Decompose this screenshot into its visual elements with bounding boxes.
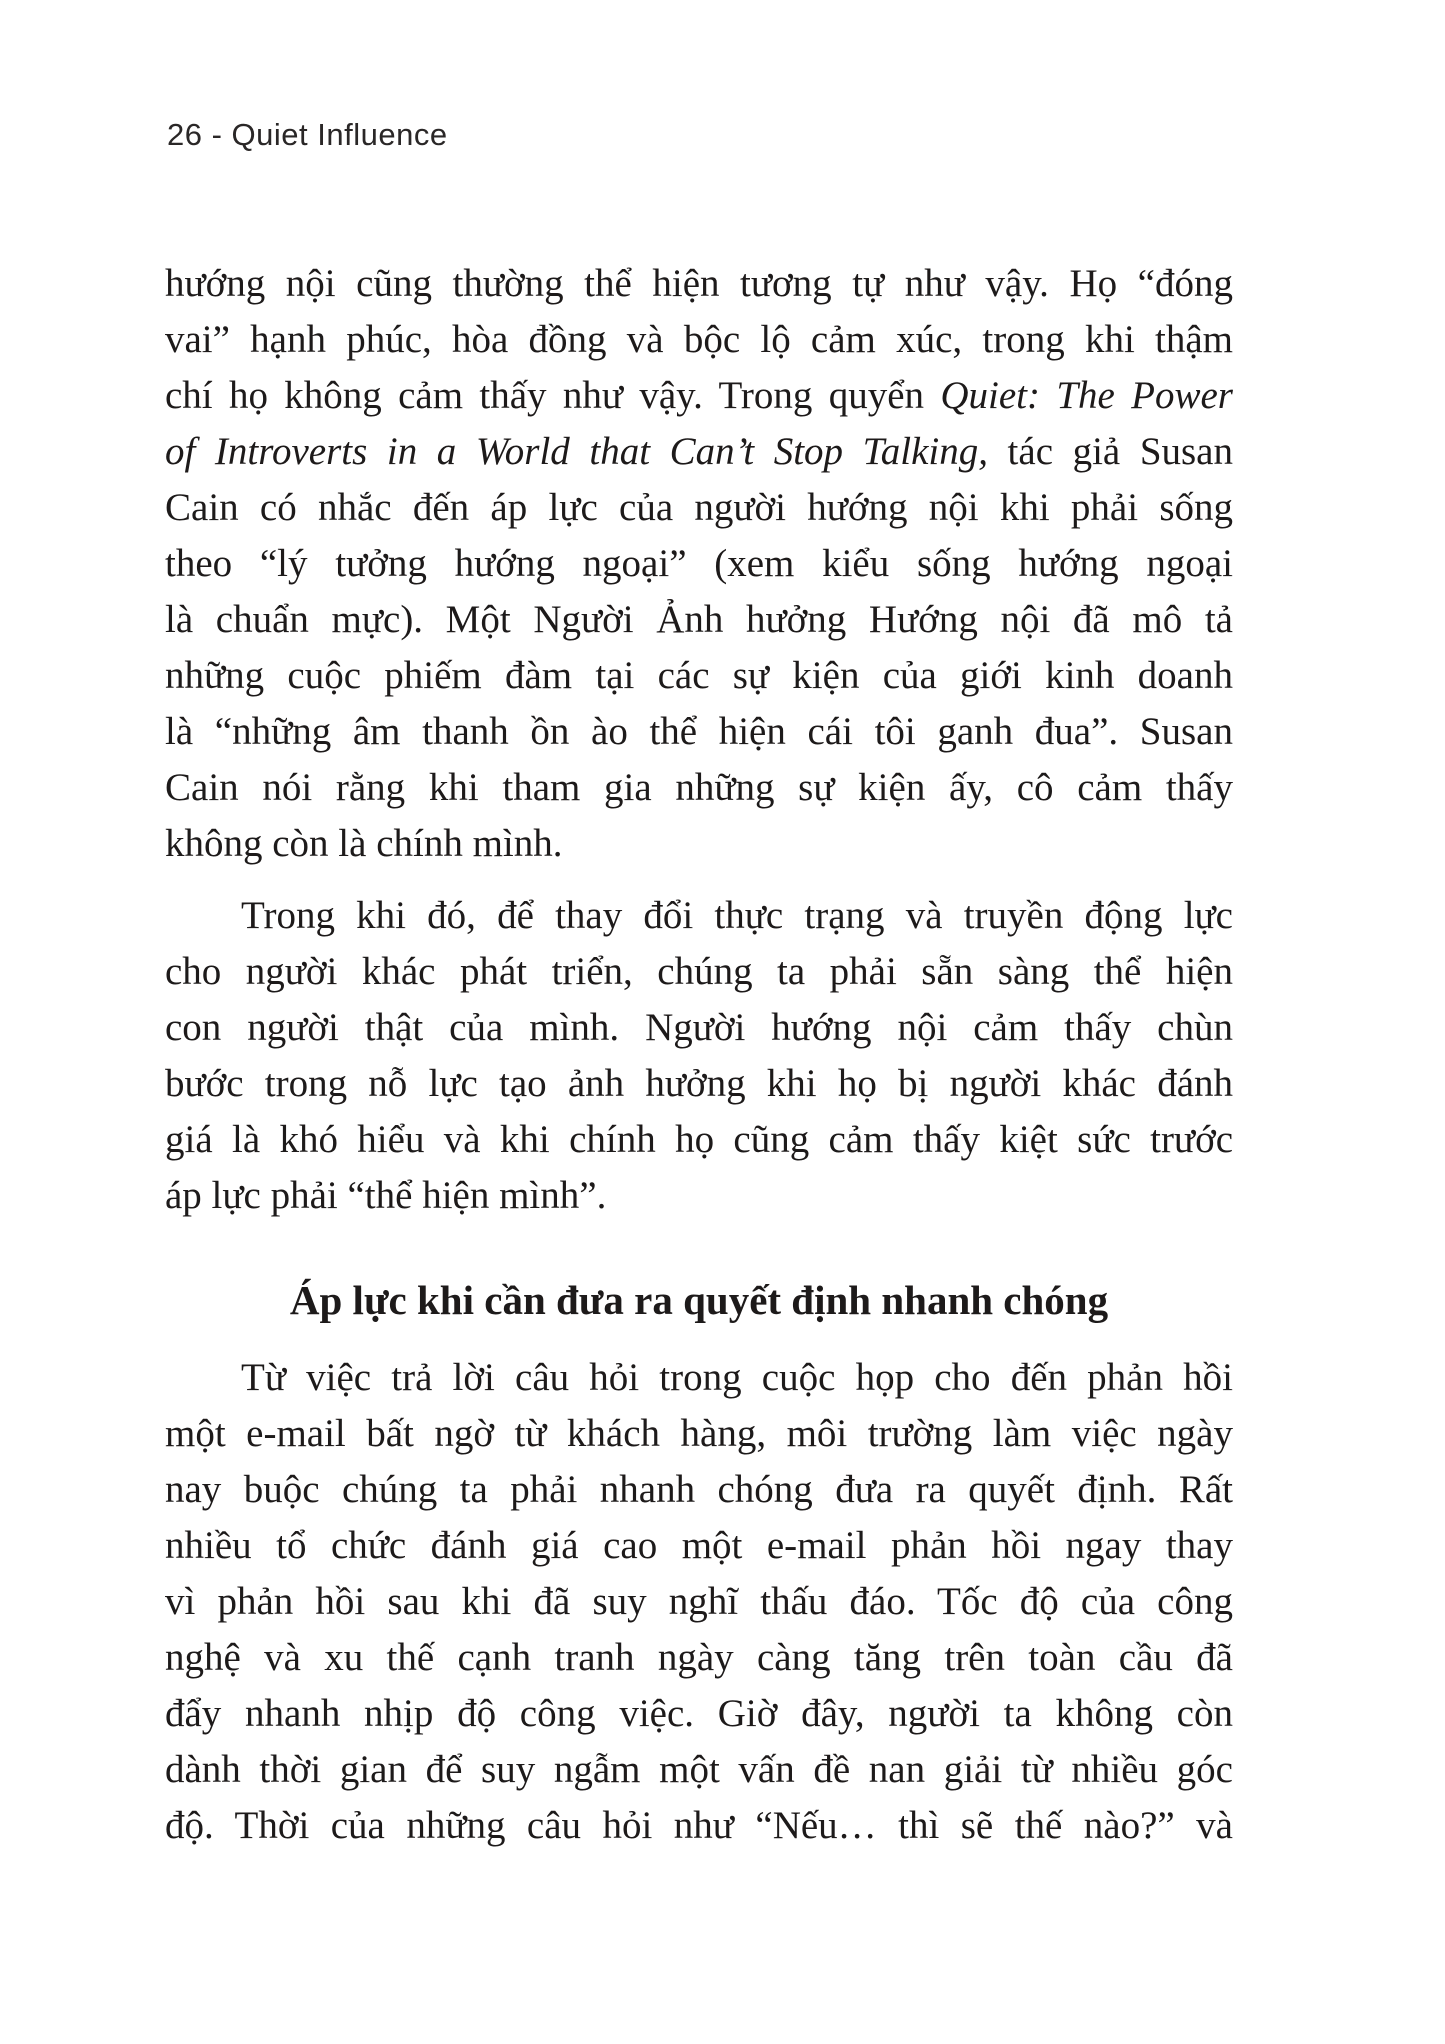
text-line [165, 1630, 1233, 1686]
text-segment: theo “lý tưởng hướng ngoại” (xem kiểu sống hướng ngoại [165, 542, 1233, 585]
text-segment: vì phản hồi sau khi đã suy nghĩ thấu đáo. Tốc độ của công [165, 1580, 1233, 1623]
text-line [165, 888, 1233, 944]
italic-text-segment: of Introverts in a World that Can’t Stop Talking, [165, 430, 988, 473]
text-line [165, 704, 1233, 760]
text-segment: Cain có nhắc đến áp lực của người hướng nội khi phải sống [165, 486, 1233, 529]
text-line [165, 944, 1233, 1000]
text-segment: giá là khó hiểu và khi chính họ cũng cảm thấy kiệt sức trước [165, 1118, 1233, 1161]
text-segment: dành thời gian để suy ngẫm một vấn đề nan giải từ nhiều góc [165, 1748, 1233, 1791]
text-line [165, 1350, 1233, 1406]
paragraph [165, 256, 1233, 872]
text-segment: tác giả Susan [987, 430, 1233, 473]
text-line [165, 760, 1233, 816]
text-segment: áp lực phải “thể hiện mình”. [165, 1174, 607, 1217]
text-segment: Từ việc trả lời câu hỏi trong cuộc họp cho đến phản hồi [241, 1356, 1233, 1399]
text-line [165, 424, 1233, 480]
paragraph [165, 1350, 1233, 1854]
text-line [165, 1168, 1233, 1224]
text-segment: bước trong nỗ lực tạo ảnh hưởng khi họ bị người khác đánh [165, 1062, 1233, 1105]
text-segment: chí họ không cảm thấy như vậy. Trong quyển [165, 374, 941, 417]
text-line [165, 592, 1233, 648]
text-line [165, 1112, 1233, 1168]
text-line [165, 312, 1233, 368]
text-line [165, 1056, 1233, 1112]
text-line [165, 1798, 1233, 1854]
text-line [165, 1574, 1233, 1630]
text-line [165, 1000, 1233, 1056]
text-segment: không còn là chính mình. [165, 822, 563, 865]
text-segment: độ. Thời của những câu hỏi như “Nếu… thì sẽ thế nào?” và [165, 1804, 1233, 1847]
text-line [165, 1518, 1233, 1574]
text-segment: nay buộc chúng ta phải nhanh chóng đưa ra quyết định. Rất [165, 1468, 1233, 1511]
text-segment: Trong khi đó, để thay đổi thực trạng và truyền động lực [241, 894, 1233, 937]
text-line [165, 1462, 1233, 1518]
italic-text-segment: Quiet: The Power [940, 374, 1233, 417]
text-segment: con người thật của mình. Người hướng nội cảm thấy chùn [165, 1006, 1233, 1049]
text-line [165, 1742, 1233, 1798]
text-line [165, 816, 1233, 872]
text-line [165, 536, 1233, 592]
text-segment: những cuộc phiếm đàm tại các sự kiện của giới kinh doanh [165, 654, 1233, 697]
text-segment: một e-mail bất ngờ từ khách hàng, môi trường làm việc ngày [165, 1412, 1233, 1455]
text-segment: đẩy nhanh nhịp độ công việc. Giờ đây, người ta không còn [165, 1692, 1233, 1735]
text-line [165, 1686, 1233, 1742]
paragraph [165, 888, 1233, 1224]
text-segment: Cain nói rằng khi tham gia những sự kiện ấy, cô cảm thấy [165, 766, 1233, 809]
text-segment: vai” hạnh phúc, hòa đồng và bộc lộ cảm xúc, trong khi thậm [165, 318, 1233, 361]
text-line [165, 256, 1233, 312]
text-segment: cho người khác phát triển, chúng ta phải sẵn sàng thể hiện [165, 950, 1233, 993]
running-header: 26 - Quiet Influence [167, 117, 448, 152]
text-segment: là “những âm thanh ồn ào thể hiện cái tôi ganh đua”. Susan [165, 710, 1233, 753]
text-line [165, 368, 1233, 424]
section-heading: Áp lực khi cần đưa ra quyết định nhanh chóng [289, 1277, 1109, 1323]
text-line [165, 1406, 1233, 1462]
text-segment: nhiều tổ chức đánh giá cao một e-mail phản hồi ngay thay [165, 1524, 1233, 1567]
text-block [165, 256, 1233, 1854]
text-segment: nghệ và xu thế cạnh tranh ngày càng tăng trên toàn cầu đã [165, 1636, 1233, 1679]
text-segment: hướng nội cũng thường thể hiện tương tự như vậy. Họ “đóng [165, 262, 1233, 305]
text-line [165, 648, 1233, 704]
text-segment: là chuẩn mực). Một Người Ảnh hưởng Hướng nội đã mô tả [165, 598, 1233, 641]
text-line [165, 480, 1233, 536]
